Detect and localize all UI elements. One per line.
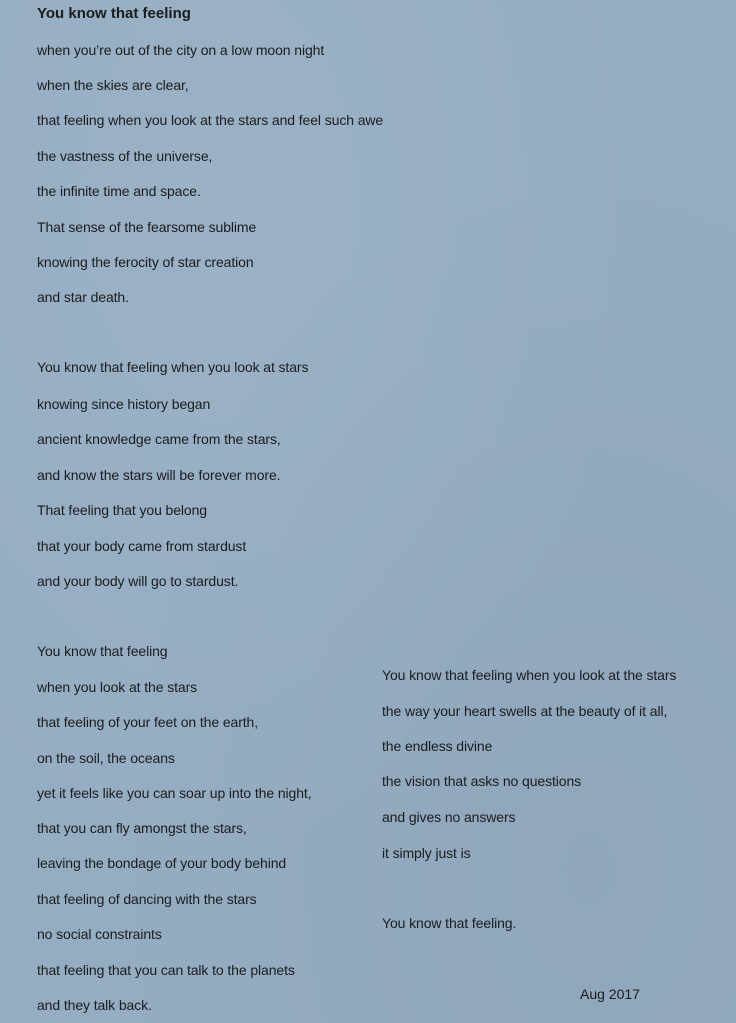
poem-line: no social constraints xyxy=(37,926,162,942)
poem-line: You know that feeling when you look at the stars xyxy=(382,667,677,683)
poem-title: You know that feeling xyxy=(37,5,191,22)
poem-line: and star death. xyxy=(37,289,129,305)
poem-line: knowing the ferocity of star creation xyxy=(37,254,254,270)
poem-line: the infinite time and space. xyxy=(37,183,201,199)
poem-line: and your body will go to stardust. xyxy=(37,573,239,589)
poem-line: That feeling that you belong xyxy=(37,502,207,518)
poem-line: that feeling of dancing with the stars xyxy=(37,891,257,907)
poem-line: on the soil, the oceans xyxy=(37,750,175,766)
poem-line: You know that feeling xyxy=(37,643,168,659)
poem-line: when the skies are clear, xyxy=(37,77,189,93)
poem-line: it simply just is xyxy=(382,845,471,861)
poem-line: when you look at the stars xyxy=(37,679,198,695)
poem-line: leaving the bondage of your body behind xyxy=(37,855,287,871)
poem-date: Aug 2017 xyxy=(580,986,640,1002)
poem-line: that feeling that you can talk to the planets xyxy=(37,962,295,978)
poem-line: and know the stars will be forever more. xyxy=(37,467,281,483)
poem-line: the vision that asks no questions xyxy=(382,773,582,789)
poem-line: that your body came from stardust xyxy=(37,538,247,554)
poem-line: You know that feeling when you look at stars xyxy=(37,359,309,375)
poem-line: knowing since history began xyxy=(37,396,211,412)
poem-line: yet it feels like you can soar up into the night, xyxy=(37,785,312,801)
poem-line: when you’re out of the city on a low moon night xyxy=(37,42,325,58)
poem-line: the endless divine xyxy=(382,738,493,754)
poem-line: that feeling when you look at the stars and feel such awe xyxy=(37,112,384,128)
poem-line: and gives no answers xyxy=(382,809,516,825)
poem-line: That sense of the fearsome sublime xyxy=(37,219,257,235)
poem-line: You know that feeling. xyxy=(382,915,517,931)
poem-line: ancient knowledge came from the stars, xyxy=(37,431,281,447)
poem-line: the vastness of the universe, xyxy=(37,148,213,164)
poem-line: the way your heart swells at the beauty of it all, xyxy=(382,703,668,719)
poem-line: that you can fly amongst the stars, xyxy=(37,820,247,836)
poem-line: that feeling of your feet on the earth, xyxy=(37,714,259,730)
poem-line: and they talk back. xyxy=(37,997,152,1013)
